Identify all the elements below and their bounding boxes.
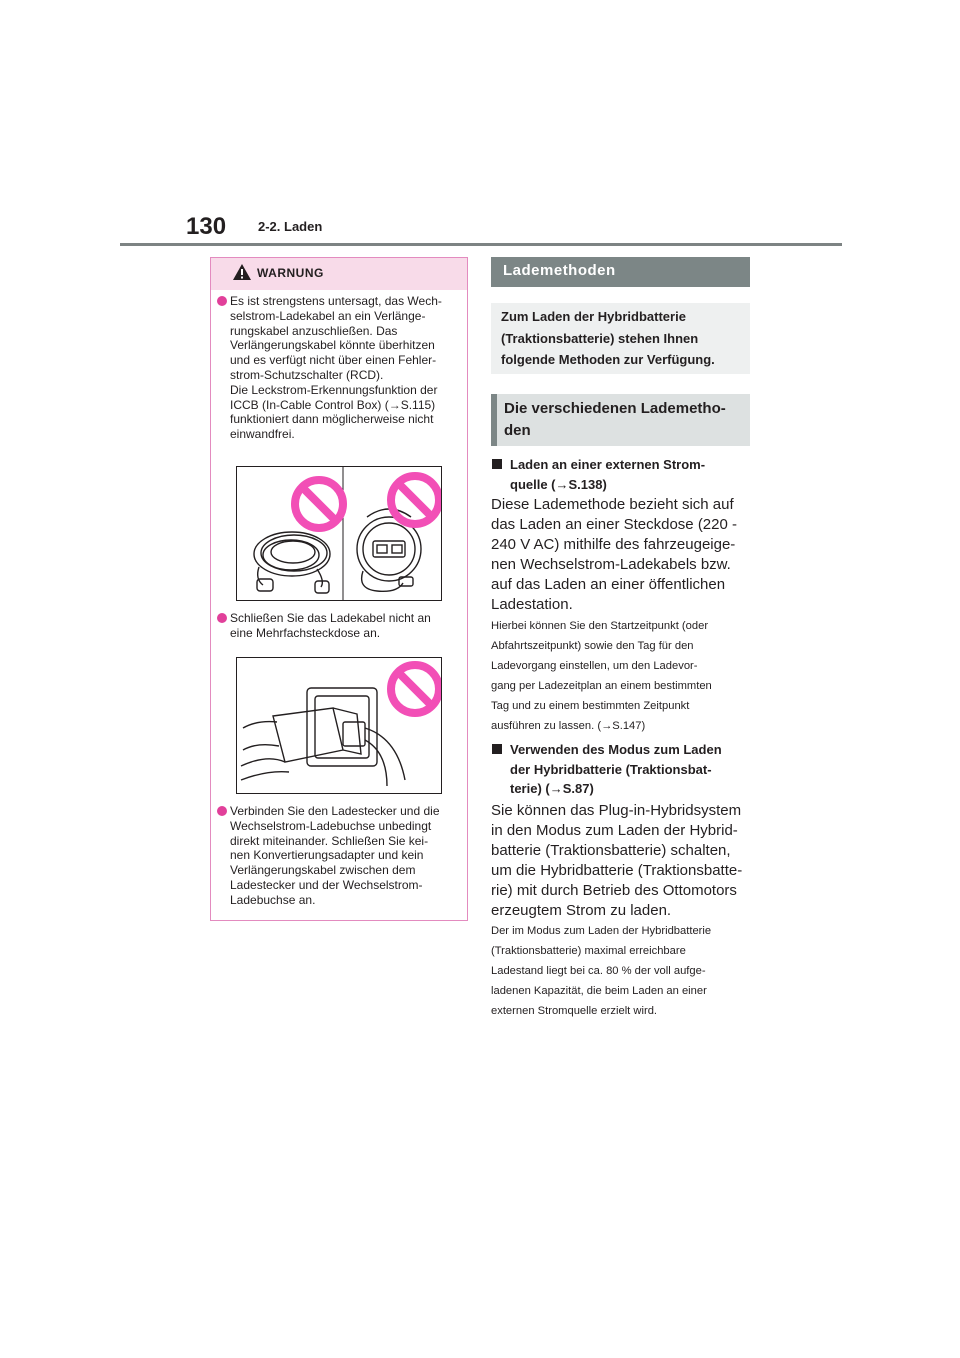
warning-item xyxy=(217,294,461,442)
warning-item-text: Schließen Sie das Ladekabel nicht an eine Mehrfachsteckdose an. xyxy=(230,611,431,640)
method-title xyxy=(491,455,750,494)
plug-adapter xyxy=(241,708,405,786)
bullet-dot-icon xyxy=(217,613,227,623)
subsection-heading-text: Die verschiedenen Lademetho- den xyxy=(504,400,726,439)
method-body: Diese Lademethode bezieht sich auf das Laden an einer Steckdose (220 - 240 V AC) mithilfe des fahrzeugeige- nen Wechselstrom-Ladekabels bzw. auf das Laden an einer öffentlichen Ladestation. xyxy=(491,496,737,613)
method-note: Der im Modus zum Laden der Hybridbatterie (Traktionsbatterie) maximal erreichbare Ladestand liegt bei ca. 80 % der voll aufge- ladenen Kapazität, die beim Laden an einer externen Stromquelle erzielt wird. xyxy=(491,925,712,1017)
header-rule xyxy=(120,243,842,246)
bullet-dot-icon xyxy=(217,806,227,816)
method-title-text: Laden an einer externen Strom- quelle (→S.138) xyxy=(510,457,706,492)
intro-box xyxy=(491,303,750,374)
wall-outlet xyxy=(307,688,377,766)
method-note: Hierbei können Sie den Startzeitpunkt (oder Abfahrtszeitpunkt) sowie den Tag für den Ladevorgang einstellen, um den Ladevor- gang per Ladezeitplan an einem bestimmten Tag und zu einem bestimmten Zeitpunkt ausführen zu lassen. (→S.147) xyxy=(491,620,712,732)
warning-triangle-icon xyxy=(232,263,252,281)
bullet-dot-icon xyxy=(217,296,227,306)
section-heading xyxy=(491,257,750,287)
page-number: 130 xyxy=(186,213,227,240)
multi-socket-illustration xyxy=(236,657,442,794)
intro-text: Zum Laden der Hybridbatterie (Traktionsbatterie) stehen Ihnen folgende Methoden zur Verfügung. xyxy=(501,309,715,367)
square-bullet-icon xyxy=(492,744,502,754)
prohibition-icon xyxy=(295,480,343,528)
warning-title: WARNUNG xyxy=(257,266,324,280)
warning-item xyxy=(217,611,461,641)
subsection-heading xyxy=(491,394,750,446)
extension-cord-coil xyxy=(254,532,330,593)
method-title xyxy=(491,740,750,799)
prohibition-icon xyxy=(391,665,439,713)
square-bullet-icon xyxy=(492,459,502,469)
extension-cord-illustration xyxy=(236,466,442,601)
method-body: Sie können das Plug-in-Hybridsystem in den Modus zum Laden der Hybrid- batterie (Traktionsbatterie) schalten, um die Hybridbatterie (Traktionsbatte- rie) mit durch Betrieb des Ottomotors erzeugtem Strom zu laden. xyxy=(491,802,743,919)
warning-item xyxy=(217,804,461,908)
method-title-text: Verwenden des Modus zum Laden der Hybridbatterie (Traktionsbat- terie) (→S.87) xyxy=(510,742,722,796)
warning-box xyxy=(210,257,468,921)
section-heading-text: Lademethoden xyxy=(503,262,616,279)
prohibition-icon xyxy=(391,476,439,524)
warning-item-text: Verbinden Sie den Ladestecker und die Wechselstrom-Ladebuchse unbedingt direkt miteinander. Schließen Sie kei- nen Konvertierungsadapter und kein Verlängerungskabel zwischen dem Ladestecker und der Wechselstrom- Ladebuchse an. xyxy=(230,804,440,907)
section-label: 2-2. Laden xyxy=(258,219,323,234)
warning-item-text: Es ist strengstens untersagt, das Wech- selstrom-Ladekabel an ein Verlänge- rungskabel anzuschließen. Das Verlängerungskabel könnte überhitzen und es verfügt nicht über einen Fehler- strom-Schutzschalter (RCD). Die Leckstrom-Erkennungsfunktion der ICCB (In-Cable Control Box) (→S.115) funktioniert dann möglicherweise nicht einwandfrei. xyxy=(230,294,442,442)
warning-header xyxy=(211,258,467,290)
